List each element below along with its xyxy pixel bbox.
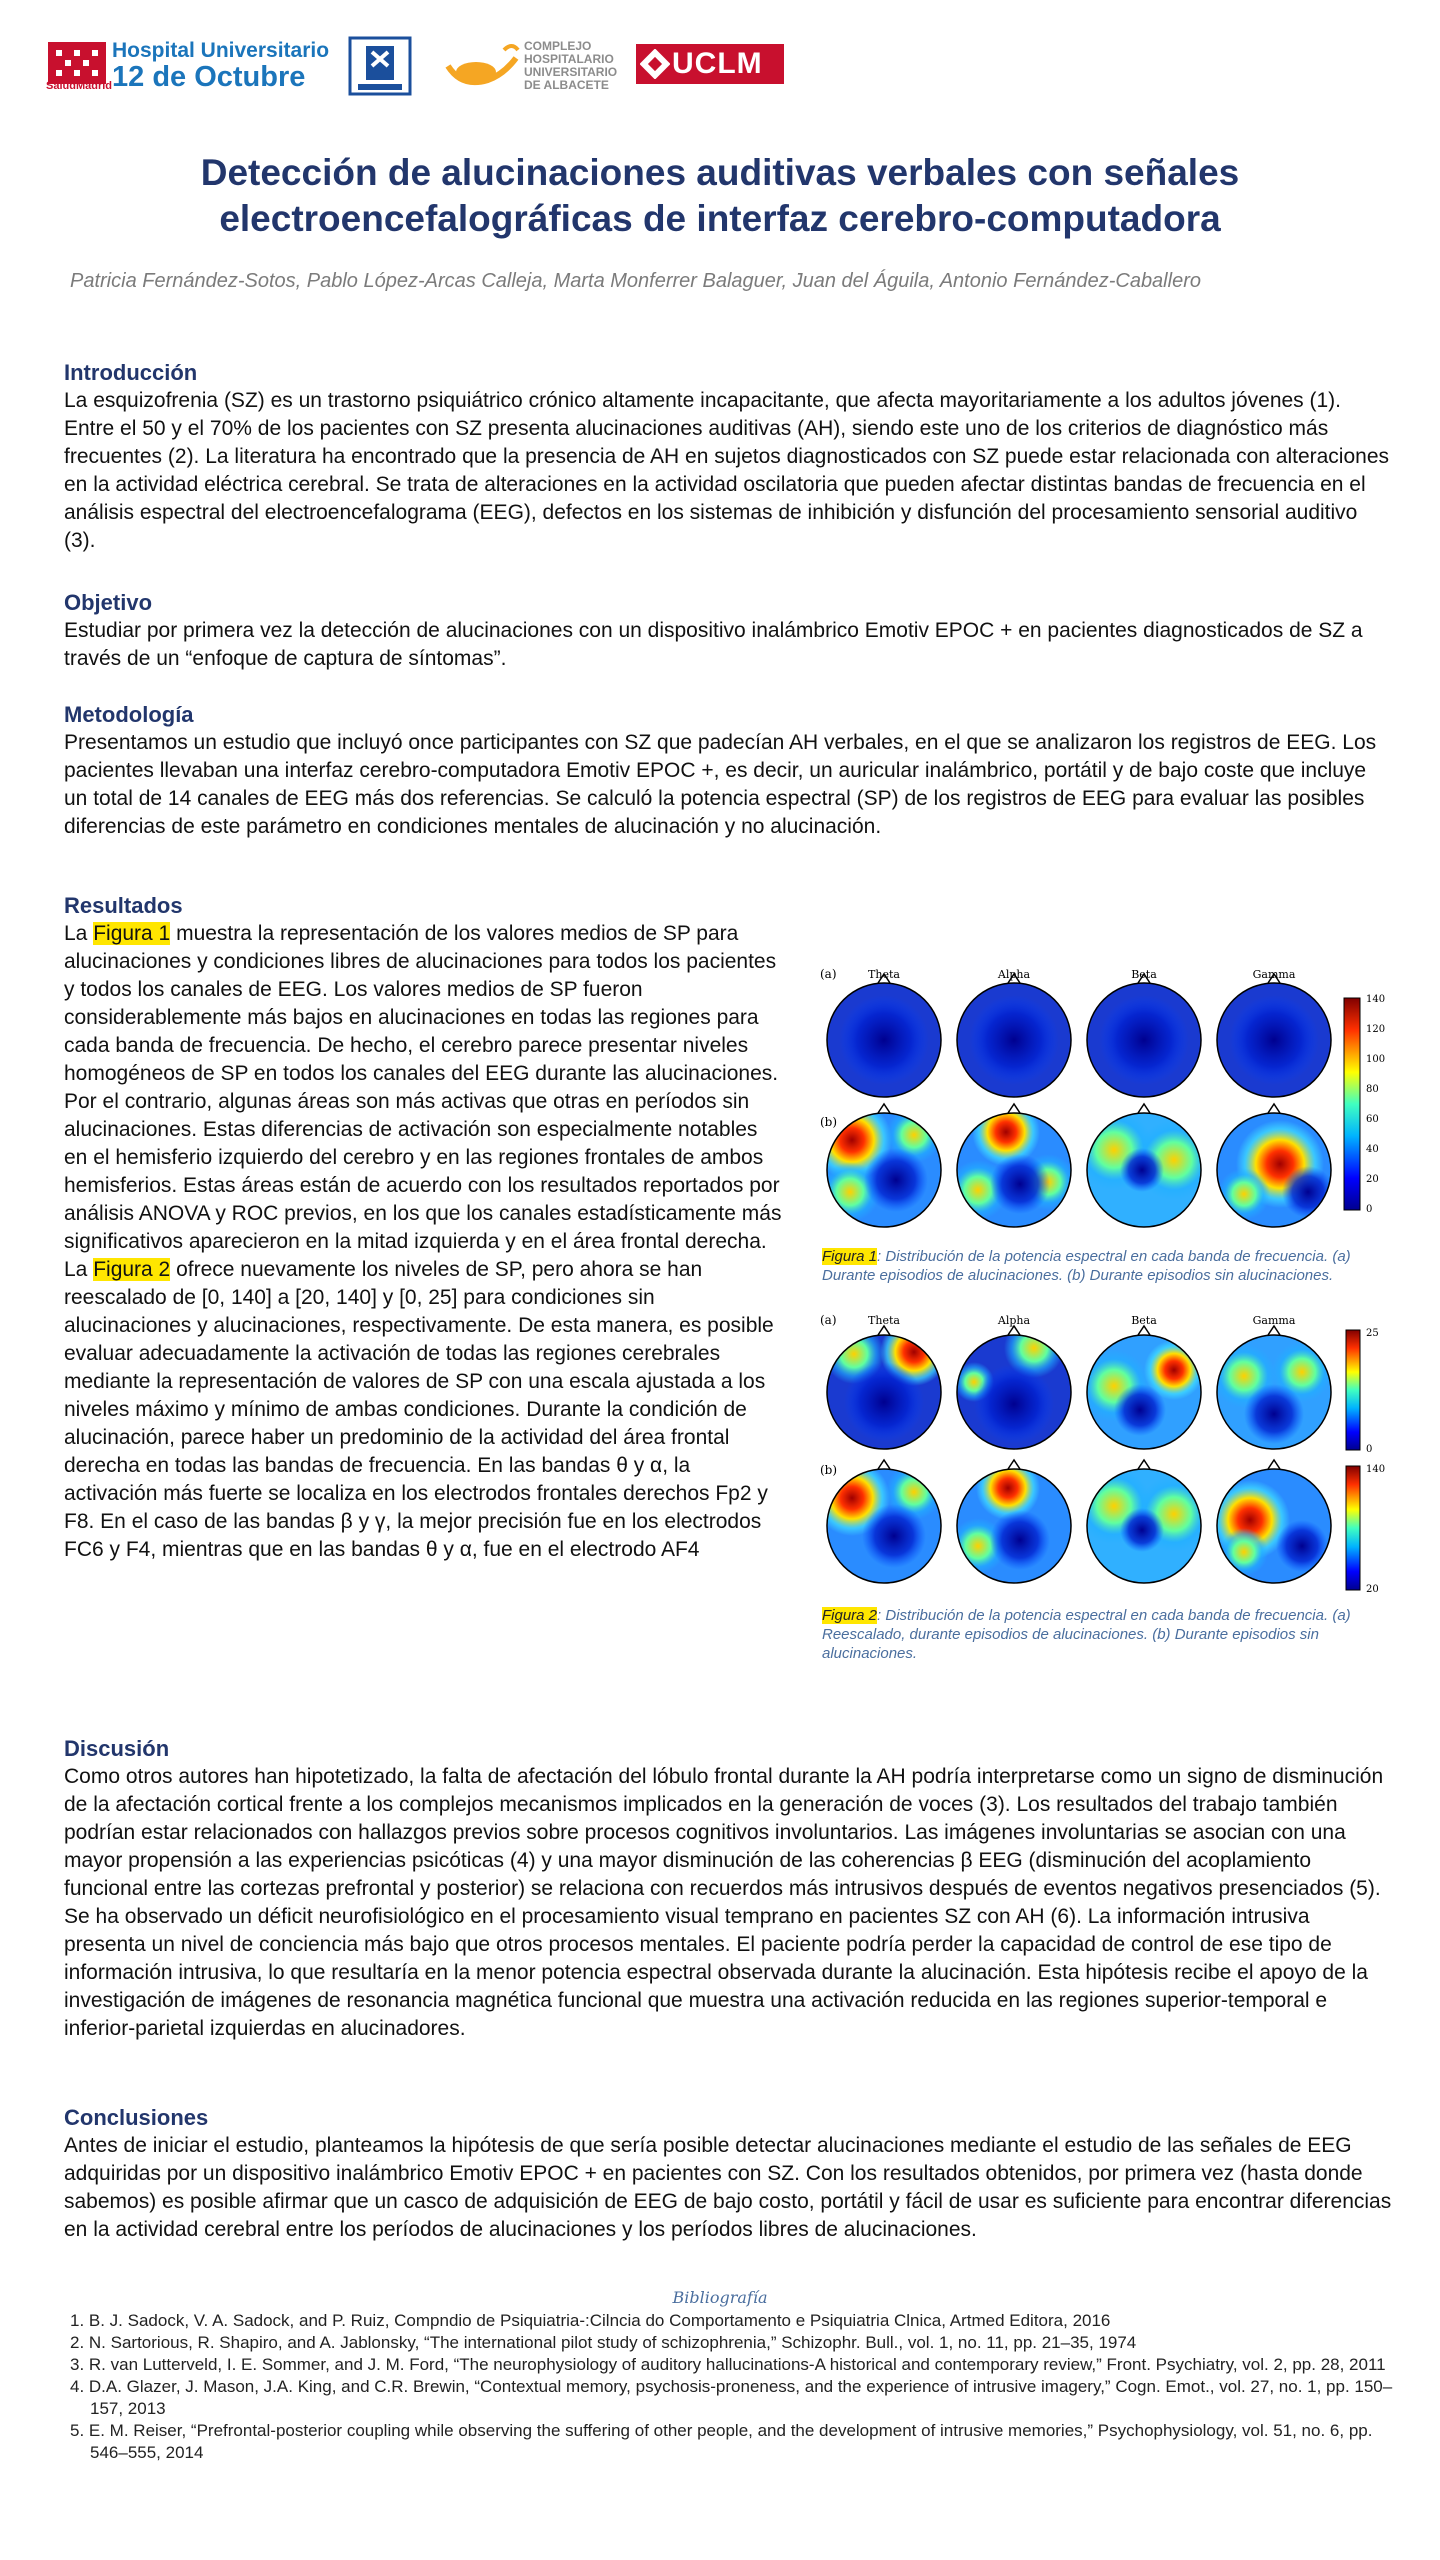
figure-1-topomaps — [812, 958, 1402, 1238]
conclusiones-heading: Conclusiones — [64, 2105, 209, 2130]
fig1-tick-0: 0 — [1366, 1204, 1373, 1215]
fig1-band-theta: Theta — [868, 968, 900, 981]
fig2-map-a-theta — [824, 1318, 948, 1449]
fig1-band-alpha: Alpha — [997, 968, 1031, 981]
fig1-tick-100: 100 — [1366, 1054, 1386, 1065]
fig1-map-b-gamma — [1217, 1104, 1334, 1227]
hospital-name-line1: Hospital Universitario — [112, 39, 330, 62]
conclusiones-text: Antes de iniciar el estudio, planteamos la hipótesis de que sería posible detectar alucinaciones mediante el estudio de las señales de EEG adquiridas por un dispositivo inalámbrico Emotiv EPOC + en pacientes con SZ. Con los resultados obtenidos, por primera vez (hasta donde sabemos) es posible afirmar que un casco de adquisición de EEG de bajo costo, portátil y fácil de usar es suficiente para encontrar diferencias en la actividad cerebral entre los períodos de alucinaciones y los períodos libres de alucinaciones. — [64, 2134, 1392, 2241]
discusion-text: Como otros autores han hipotetizado, la falta de afectación del lóbulo frontal durante la AH podría interpretarse como un signo de disminución de la afectación cortical frente a los complejos mecanismos implicados en la generación de voces (3). Los resultados del trabajo también podrían estar relacionados con hallazgos previos sobre procesos cognitivos involuntarios. Las imágenes involuntarias se asocian con una mayor propensión a las experiencias psicóticas (4) y una mayor disminución de las coherencias β EEG (disminución del acoplamiento funcional entre las cortezas prefrontal y posterior) se relaciona con recuerdos más intrusivos después de eventos negativos presenciados (5). Se ha observado un déficit neurofisiológico en el procesamiento visual temprano en pacientes SZ con AH (6). La información intrusiva presenta un nivel de conciencia más bajo que otros procesos mentales. El paciente podría perder la capacidad de control de ese tipo de información intrusiva, lo que resultaría en la menor potencia espectral observada durante la alucinación. Esta hipótesis recibe el apoyo de la investigación de imágenes de resonancia magnética funcional que muestra una activación reducida en las regiones superior-temporal e inferior-parietal izquierdas en alucinadores. — [64, 1765, 1384, 2040]
resultados-heading: Resultados — [64, 893, 183, 918]
metodologia-text: Presentamos un estudio que incluyó once participantes con SZ que padecían AH verbales, en el que se analizaron los registros de EEG. Los pacientes llevaban una interfaz cerebro-computadora Emotiv EPOC +, es decir, un auricular inalámbrico, portátil y de bajo coste que incluye un total de 14 canales de EEG más dos referencias. Se calculó la potencia espectral (SP) de los registros de EEG para evaluar las posibles diferencias de este parámetro en condiciones mentales de alucinación y no alucinación. — [64, 731, 1377, 838]
complejo-albacete-text: COMPLEJO HOSPITALARIO UNIVERSITARIO DE ALBACETE — [524, 39, 618, 92]
figura2-ref: Figura 2 — [93, 1258, 171, 1281]
fig2-map-b-gamma — [1210, 1460, 1331, 1583]
resultados-p2-pre: La — [64, 1258, 94, 1281]
figure-2-caption-text: : Distribución de la potencia espectral en cada banda de frecuencia. (a) Reescalado, durante episodios de alucinaciones. (b) Durante episodios sin alucinaciones. — [822, 1607, 1351, 1662]
fig2-tick-b-max: 140 — [1366, 1464, 1386, 1475]
fig1-band-gamma: Gamma — [1252, 968, 1296, 981]
reference-item: 5. E. M. Reiser, “Prefrontal-posterior coupling while observing the suffering of other people, and the development of intrusive memories,” Psychophysiology, vol. 51, no. 6, pp. 546–555, 2014 — [70, 2421, 1373, 2462]
fig1-map-a-alpha — [957, 974, 1071, 1097]
resultados-p1-pre: La — [64, 922, 94, 945]
bibliography-list — [64, 2310, 1394, 2464]
resultados-text — [64, 920, 786, 1564]
intro-text: La esquizofrenia (SZ) es un trastorno psiquiátrico crónico altamente incapacitante, que afecta mayoritariamente a los adultos jóvenes (1). Entre el 50 y el 70% de los pacientes con SZ presenta alucinaciones auditivas (AH), siendo este uno de los criterios de diagnóstico más frecuentes (2). La literatura ha encontrado que la presencia de AH en sujetos diagnosticados con SZ puede estar relacionada con alteraciones en la actividad eléctrica cerebral. Se trata de alteraciones en la actividad oscilatoria que pueden afectar distintas bandas de frecuencia en el análisis espectral del electroencefalograma (EEG), defectos en los sistemas de inhibición y disfunción del procesamiento sensorial auditivo (3). — [64, 389, 1389, 552]
virgen-de-la-luz-logo — [348, 36, 412, 96]
fig1-map-b-beta — [1074, 1104, 1214, 1227]
uclm-label: UCLM — [672, 47, 763, 80]
fig1-tick-60: 60 — [1366, 1114, 1379, 1125]
fig1-tick-40: 40 — [1366, 1144, 1379, 1155]
uclm-logo — [636, 44, 784, 84]
fig1-tick-20: 20 — [1366, 1174, 1379, 1185]
poster-title — [60, 150, 1380, 242]
fig1-tick-80: 80 — [1366, 1084, 1379, 1095]
figure-1 — [812, 958, 1402, 1238]
figure-2 — [812, 1308, 1402, 1598]
complejo-albacete-logo — [442, 36, 652, 96]
bibliography-heading: Bibliografía — [672, 2288, 768, 2307]
madrid-stars-icon — [48, 42, 106, 84]
fig2-band-alpha: Alpha — [997, 1314, 1031, 1327]
reference-item: 4. D.A. Glazer, J. Mason, J.A. King, and C.R. Brewin, “Contextual memory, psychosis-proneness, and the experience of intrusive imagery,” Cogn. Emot., vol. 27, no. 1, pp. 150–157, 2013 — [70, 2377, 1393, 2418]
fig2-tick-a-min: 0 — [1366, 1444, 1373, 1455]
fig2-band-beta: Beta — [1131, 1314, 1157, 1327]
objetivo-heading: Objetivo — [64, 590, 153, 615]
fig1-map-a-theta — [827, 974, 941, 1097]
fig1-colorbar-ticks — [1366, 994, 1385, 1215]
fig2-row-a-label: (a) — [820, 1313, 837, 1327]
resultados-p1-post: muestra la representación de los valores medios de SP para alucinaciones y condiciones libres de alucinaciones para todos los pacientes y todos los canales de EEG. Los valores medios de SP fueron considerablemente más bajos en alucinaciones en todas las regiones para cada banda de frecuencia. De hecho, el cerebro parece presentar niveles homogéneos de SP en todos los canales del EEG durante las alucinaciones. Por el contrario, algunas áreas son más activas que otras en períodos sin alucinaciones. Estas diferencias de activación son especialmente notables en el hemisferio izquierdo del cerebro y en las regiones frontales de ambos hemisferios. Estas áreas están de acuerdo con los resultados reportados por análisis ANOVA y ROC previos, en los que los canales estadísticamente más significativos aparecieron en la mitad izquierda y en el área frontal derecha. — [64, 922, 782, 1253]
fig2-band-theta: Theta — [868, 1314, 900, 1327]
fig2-map-a-alpha — [954, 1318, 1071, 1449]
fig2-tick-a-max: 25 — [1366, 1328, 1379, 1339]
fig2-map-a-gamma — [1212, 1326, 1332, 1449]
fig2-colorbar-a — [1346, 1330, 1360, 1450]
title-line1: Detección de alucinaciones auditivas verbales con señales — [200, 152, 1240, 193]
authors: Patricia Fernández-Sotos, Pablo López-Arcas Calleja, Marta Monferrer Balaguer, Juan del Águila, Antonio Fernández-Caballero — [70, 270, 1201, 292]
reference-item: 3. R. van Lutterveld, I. E. Sommer, and J. M. Ford, “The neurophysiology of auditory hallucinations-A historical and contemporary review,” Front. Psychiatry, vol. 2, pp. 28, 2011 — [70, 2355, 1386, 2374]
fig1-colorbar — [1344, 998, 1360, 1210]
fig1-tick-120: 120 — [1366, 1024, 1386, 1035]
fig2-colorbar-b — [1346, 1466, 1360, 1590]
fig1-map-a-beta — [1087, 974, 1201, 1097]
fig2-map-a-beta — [1078, 1326, 1204, 1449]
resultados-p2-post: ofrece nuevamente los niveles de SP, pero ahora se han reescalado de [0, 140] a [20, 140] y [0, 25] para condiciones sin alucinaciones y alucinaciones, respectivamente. De esta manera, es posible evaluar adecuadamente la activación de todas las regiones cerebrales mediante la representación de valores de SP con una escala ajustada a los niveles máximo y mínimo de ambas condiciones. Durante la condición de alucinación, parece haber un predominio de la actividad del área frontal derecha en todas las bandas de frecuencia. En las bandas θ y α, la activación más fuerte se localiza en los electrodos frontales derechos Fp2 y F8. En el caso de las bandas β y γ, la mejor precisión fue en los electrodos FC6 y F4, mientras que en las bandas θ y α, fue en el electrodo AF4 — [64, 1258, 774, 1561]
figure-2-caption — [822, 1606, 1382, 1663]
reference-item: 2. N. Sartorious, R. Shapiro, and A. Jablonsky, “The international pilot study of schizophrenia,” Schizophr. Bull., vol. 1, no. 11, pp. 21–35, 1974 — [70, 2333, 1137, 2352]
hospital-name-line2: 12 de Octubre — [112, 61, 306, 93]
fig2-tick-b-min: 20 — [1366, 1584, 1379, 1595]
fig1-row-b-label: (b) — [820, 1115, 838, 1129]
discusion-heading: Discusión — [64, 1736, 170, 1761]
virgen-luz-emblem-icon — [348, 36, 412, 96]
fig1-map-b-alpha — [948, 1098, 1076, 1227]
salud-madrid-label: SaludMadrid — [46, 80, 113, 92]
fig2-map-b-alpha — [950, 1456, 1071, 1583]
title-line2: electroencefalográficas de interfaz cerebro-computadora — [219, 198, 1221, 239]
fig1-band-beta: Beta — [1131, 968, 1157, 981]
figure-1-caption-text: : Distribución de la potencia espectral en cada banda de frecuencia. (a) Durante episodios de alucinaciones. (b) Durante episodios sin alucinaciones. — [822, 1248, 1351, 1284]
hospital-12-octubre-logo — [46, 36, 330, 96]
intro-heading: Introducción — [64, 360, 198, 385]
figura1-ref: Figura 1 — [93, 922, 171, 945]
albacete-lamp-icon — [442, 36, 522, 96]
figure-1-caption — [822, 1247, 1382, 1285]
objetivo-text: Estudiar por primera vez la detección de alucinaciones con un dispositivo inalámbrico Emotiv EPOC + en pacientes diagnosticados de SZ a través de un “enfoque de captura de síntomas”. — [64, 619, 1363, 670]
logo-bar — [46, 36, 1396, 100]
fig2-map-b-beta — [1076, 1460, 1212, 1583]
fig2-row-b-label: (b) — [820, 1463, 838, 1477]
uclm-emblem-icon — [640, 49, 670, 79]
fig1-tick-140: 140 — [1366, 994, 1386, 1005]
metodologia-heading: Metodología — [64, 702, 194, 727]
figure-2-caption-label: Figura 2 — [822, 1607, 878, 1624]
figure-1-caption-label: Figura 1 — [822, 1248, 878, 1265]
fig2-map-b-theta — [814, 1460, 942, 1583]
fig2-band-gamma: Gamma — [1252, 1314, 1296, 1327]
fig1-map-a-gamma — [1217, 974, 1331, 1097]
figure-2-topomaps — [812, 1308, 1402, 1598]
fig1-row-a-label: (a) — [820, 967, 837, 981]
reference-item: 1. B. J. Sadock, V. A. Sadock, and P. Ruiz, Compndio de Psiquiatria-:Cilncia do Comportamento e Psiquiatria Clnica, Artmed Editora, 2016 — [70, 2311, 1111, 2330]
